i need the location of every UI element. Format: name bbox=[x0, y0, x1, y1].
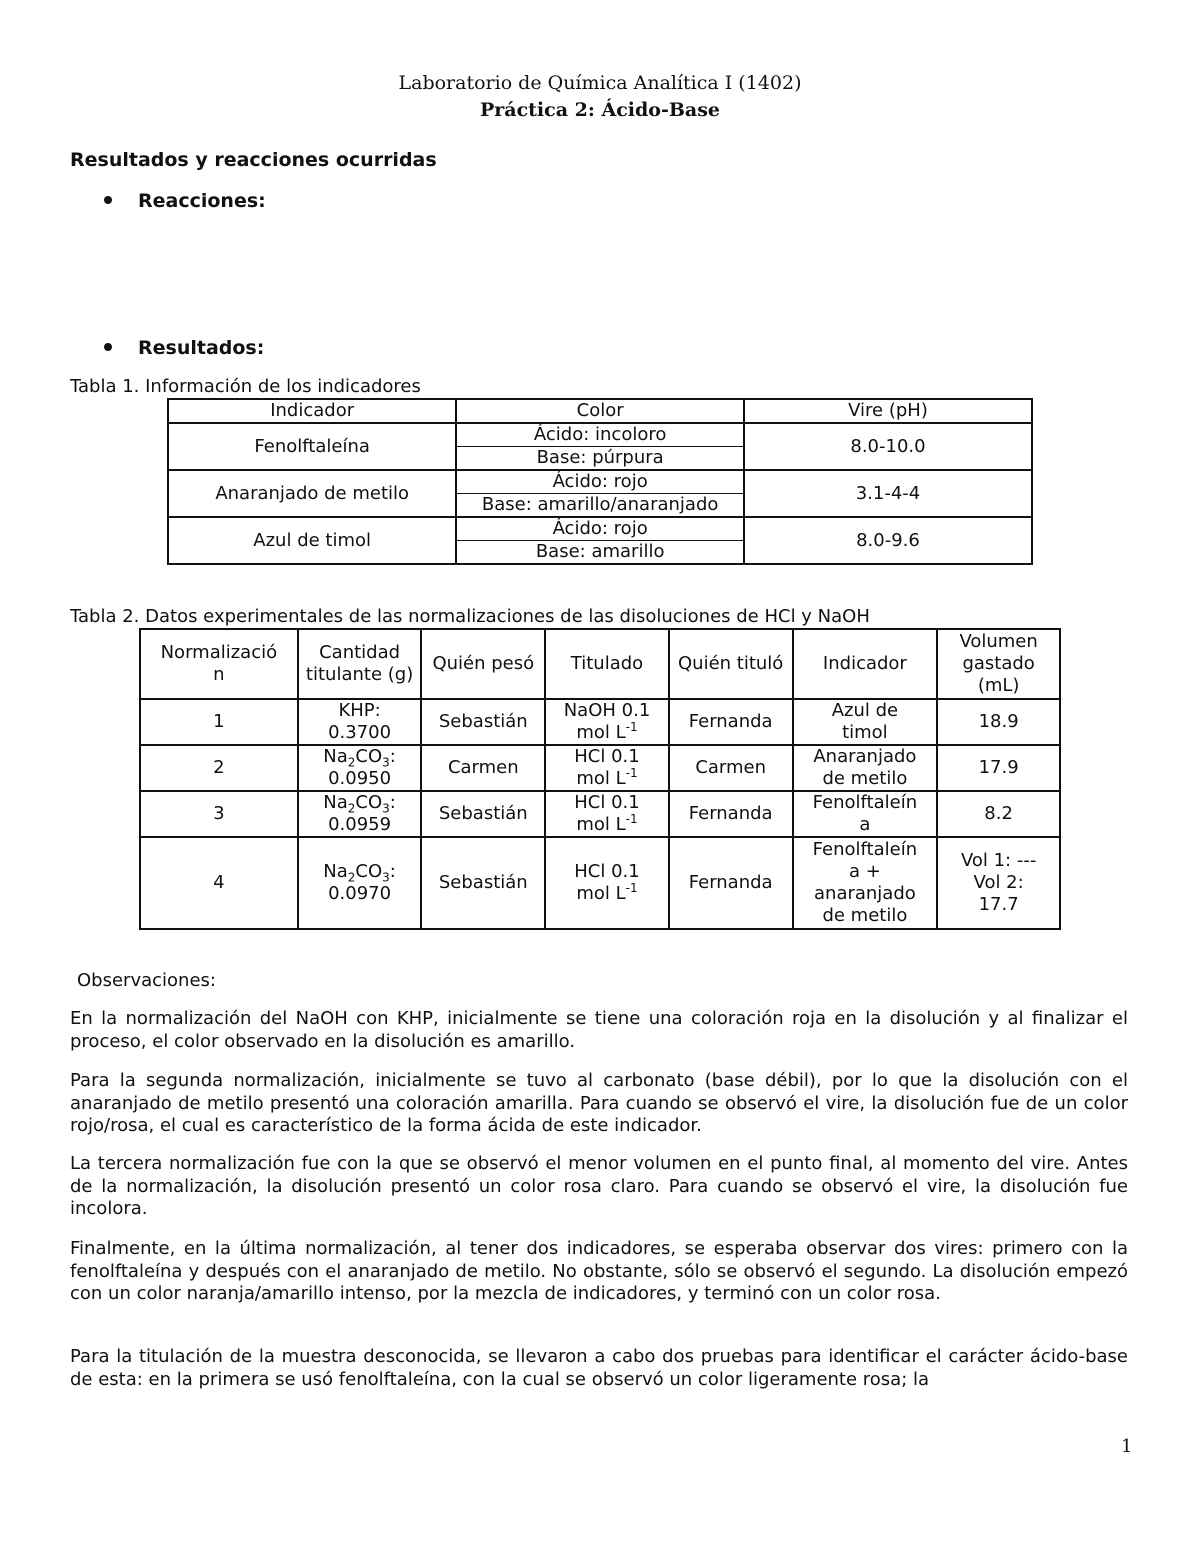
course-title: Laboratorio de Química Analítica I (1402) bbox=[398, 72, 802, 94]
header-normalizacion bbox=[140, 629, 298, 699]
titrant-mass: 0.0959 bbox=[328, 814, 392, 835]
table-header-row bbox=[168, 399, 1032, 423]
observation-paragraph: La tercera normalización fue con la que se observó el menor volumen en el punto final, al momento del vire. Antes de la normalización, la disolución presentó un color rosa claro. Para cuando se observó el vire, la disolución fue incolora. bbox=[70, 1153, 1128, 1219]
titrant-mass: 0.0970 bbox=[328, 883, 392, 904]
bullet-results-label: Resultados: bbox=[138, 337, 265, 359]
titrator-cell: Fernanda bbox=[669, 791, 793, 837]
titrated-unit: mol L bbox=[576, 814, 626, 835]
volume-cell: 18.9 bbox=[937, 699, 1060, 745]
titrated-cell bbox=[545, 699, 669, 745]
titrant-colon: : bbox=[389, 746, 396, 767]
indicator-cell bbox=[793, 699, 938, 745]
table-header-row bbox=[140, 629, 1060, 699]
titrant-colon: : bbox=[389, 861, 396, 882]
indicator-line: Fenolftaleín bbox=[812, 839, 918, 860]
table-row bbox=[168, 470, 1032, 494]
titrant-amount-cell bbox=[298, 745, 422, 791]
titrated-name: HCl 0.1 bbox=[574, 746, 640, 767]
header-volumen: Volumen gastado (mL) bbox=[937, 629, 1060, 699]
titrated-name: NaOH 0.1 bbox=[563, 700, 651, 721]
formula-subscript: 2 bbox=[347, 870, 356, 885]
table-row bbox=[168, 423, 1032, 447]
observations-label: Observaciones: bbox=[77, 970, 216, 991]
observation-paragraph: Para la titulación de la muestra desconocida, se llevaron a cabo dos pruebas para identificar el carácter ácido-base de esta: en la primera se usó fenolftaleína, con la cual se observó un color ligeramente rosa; la bbox=[70, 1346, 1128, 1390]
formula-subscript: 3 bbox=[382, 801, 390, 816]
titrator-cell: Fernanda bbox=[669, 699, 793, 745]
titrant-name: Na bbox=[323, 746, 348, 767]
vire-cell: 8.0-10.0 bbox=[744, 423, 1032, 470]
header-cantidad: Cantidad titulante (g) bbox=[298, 629, 422, 699]
acid-color-cell: Ácido: incoloro bbox=[456, 423, 744, 447]
indicator-line: timol bbox=[842, 722, 888, 743]
titrated-unit: mol L bbox=[576, 883, 626, 904]
table-row bbox=[140, 791, 1060, 837]
unit-exponent: -1 bbox=[625, 812, 638, 826]
unit-exponent: -1 bbox=[625, 766, 638, 780]
indicator-line: Fenolftaleín bbox=[812, 792, 918, 813]
indicator-cell: Fenolftaleína bbox=[168, 423, 456, 470]
indicator-line: a bbox=[859, 814, 871, 835]
indicator-line: de metilo bbox=[822, 768, 908, 789]
bullet-reactions-label: Reacciones: bbox=[138, 190, 266, 212]
titrated-cell bbox=[545, 837, 669, 929]
titrated-cell bbox=[545, 791, 669, 837]
titrant-colon: : bbox=[389, 792, 396, 813]
section-heading: Resultados y reacciones ocurridas bbox=[70, 149, 437, 171]
volume-cell: 8.2 bbox=[937, 791, 1060, 837]
indicator-line: de metilo bbox=[822, 905, 908, 926]
indicator-line: Azul de bbox=[831, 700, 899, 721]
volume-cell: 17.9 bbox=[937, 745, 1060, 791]
header-cell: Indicador bbox=[168, 399, 456, 423]
titrant-amount-cell bbox=[298, 699, 422, 745]
header-cell: Vire (pH) bbox=[744, 399, 1032, 423]
indicator-line: Anaranjado bbox=[813, 746, 917, 767]
indicator-line: a + bbox=[848, 861, 881, 882]
titrant-name: Na bbox=[323, 792, 348, 813]
titrator-cell: Carmen bbox=[669, 745, 793, 791]
practice-title: Práctica 2: Ácido-Base bbox=[479, 99, 721, 121]
normalization-number: 2 bbox=[140, 745, 298, 791]
weigher-cell: Carmen bbox=[421, 745, 545, 791]
titrant-amount-cell bbox=[298, 791, 422, 837]
formula-subscript: 2 bbox=[347, 755, 356, 770]
titrated-cell bbox=[545, 745, 669, 791]
table-row bbox=[140, 745, 1060, 791]
bullet-dot-icon bbox=[104, 196, 112, 204]
volume-line: Vol 2: bbox=[973, 872, 1024, 893]
titrant-name: CO bbox=[355, 861, 383, 882]
header-quien-titulo: Quién tituló bbox=[669, 629, 793, 699]
weigher-cell: Sebastián bbox=[421, 837, 545, 929]
normalization-number: 3 bbox=[140, 791, 298, 837]
formula-subscript: 2 bbox=[347, 801, 356, 816]
titrant-name: CO bbox=[355, 792, 383, 813]
bullet-reactions bbox=[104, 190, 266, 212]
volume-line: Vol 1: --- bbox=[960, 850, 1037, 871]
page-number: 1 bbox=[1121, 1436, 1133, 1457]
unit-exponent: -1 bbox=[625, 720, 638, 734]
base-color-cell: Base: amarillo/anaranjado bbox=[456, 494, 744, 518]
header-text: Normalizació bbox=[160, 642, 278, 663]
indicator-cell bbox=[793, 791, 938, 837]
normalization-number: 4 bbox=[140, 837, 298, 929]
header-titulado: Titulado bbox=[545, 629, 669, 699]
indicators-table bbox=[167, 398, 1033, 565]
table-row bbox=[140, 699, 1060, 745]
table-row bbox=[168, 517, 1032, 541]
titrant-amount-cell bbox=[298, 837, 422, 929]
observation-paragraph: Para la segunda normalización, inicialmente se tuvo al carbonato (base débil), por lo que la disolución con el anaranjado de metilo presentó una coloración amarilla. Para cuando se observó el vire, la disolución fue de un color rojo/rosa, el cual es característico de la forma ácida de este indicador. bbox=[70, 1070, 1128, 1136]
indicator-cell: Anaranjado de metilo bbox=[168, 470, 456, 517]
header-indicador: Indicador bbox=[793, 629, 938, 699]
indicator-cell bbox=[793, 837, 938, 929]
table2-caption: Tabla 2. Datos experimentales de las normalizaciones de las disoluciones de HCl y NaOH bbox=[70, 606, 870, 627]
bullet-dot-icon bbox=[104, 343, 112, 351]
weigher-cell: Sebastián bbox=[421, 791, 545, 837]
base-color-cell: Base: amarillo bbox=[456, 541, 744, 565]
titrated-unit: mol L bbox=[576, 722, 626, 743]
indicator-cell: Azul de timol bbox=[168, 517, 456, 564]
vire-cell: 3.1-4-4 bbox=[744, 470, 1032, 517]
titrant-mass: 0.3700 bbox=[328, 722, 392, 743]
formula-subscript: 3 bbox=[382, 870, 390, 885]
table-row bbox=[140, 837, 1060, 929]
normalizations-table bbox=[139, 628, 1061, 930]
titrant-name: KHP: bbox=[338, 700, 381, 721]
volume-cell bbox=[937, 837, 1060, 929]
table1-caption: Tabla 1. Información de los indicadores bbox=[70, 376, 421, 397]
titrant-mass: 0.0950 bbox=[328, 768, 392, 789]
titrant-name: Na bbox=[323, 861, 348, 882]
acid-color-cell: Ácido: rojo bbox=[456, 470, 744, 494]
indicator-cell bbox=[793, 745, 938, 791]
normalization-number: 1 bbox=[140, 699, 298, 745]
bullet-results bbox=[104, 337, 264, 359]
unit-exponent: -1 bbox=[625, 881, 638, 895]
acid-color-cell: Ácido: rojo bbox=[456, 517, 744, 541]
titrated-name: HCl 0.1 bbox=[574, 861, 640, 882]
titrated-unit: mol L bbox=[576, 768, 626, 789]
volume-line: 17.7 bbox=[978, 894, 1019, 915]
indicator-line: anaranjado bbox=[814, 883, 916, 904]
header-text: n bbox=[213, 664, 225, 685]
header-quien-peso: Quién pesó bbox=[421, 629, 545, 699]
titrated-name: HCl 0.1 bbox=[574, 792, 640, 813]
titrator-cell: Fernanda bbox=[669, 837, 793, 929]
observation-paragraph: En la normalización del NaOH con KHP, inicialmente se tiene una coloración roja en la disolución y al finalizar el proceso, el color observado en la disolución es amarillo. bbox=[70, 1008, 1128, 1052]
formula-subscript: 3 bbox=[382, 755, 390, 770]
vire-cell: 8.0-9.6 bbox=[744, 517, 1032, 564]
titrant-name: CO bbox=[355, 746, 383, 767]
base-color-cell: Base: púrpura bbox=[456, 447, 744, 471]
weigher-cell: Sebastián bbox=[421, 699, 545, 745]
observation-paragraph: Finalmente, en la última normalización, al tener dos indicadores, se esperaba observar dos vires: primero con la fenolftaleína y después con el anaranjado de metilo. No obstante, sólo se observó el segundo. La disolución empezó con un color naranja/amarillo intenso, por la mezcla de indicadores, y terminó con un color rosa. bbox=[70, 1238, 1128, 1304]
header-cell: Color bbox=[456, 399, 744, 423]
